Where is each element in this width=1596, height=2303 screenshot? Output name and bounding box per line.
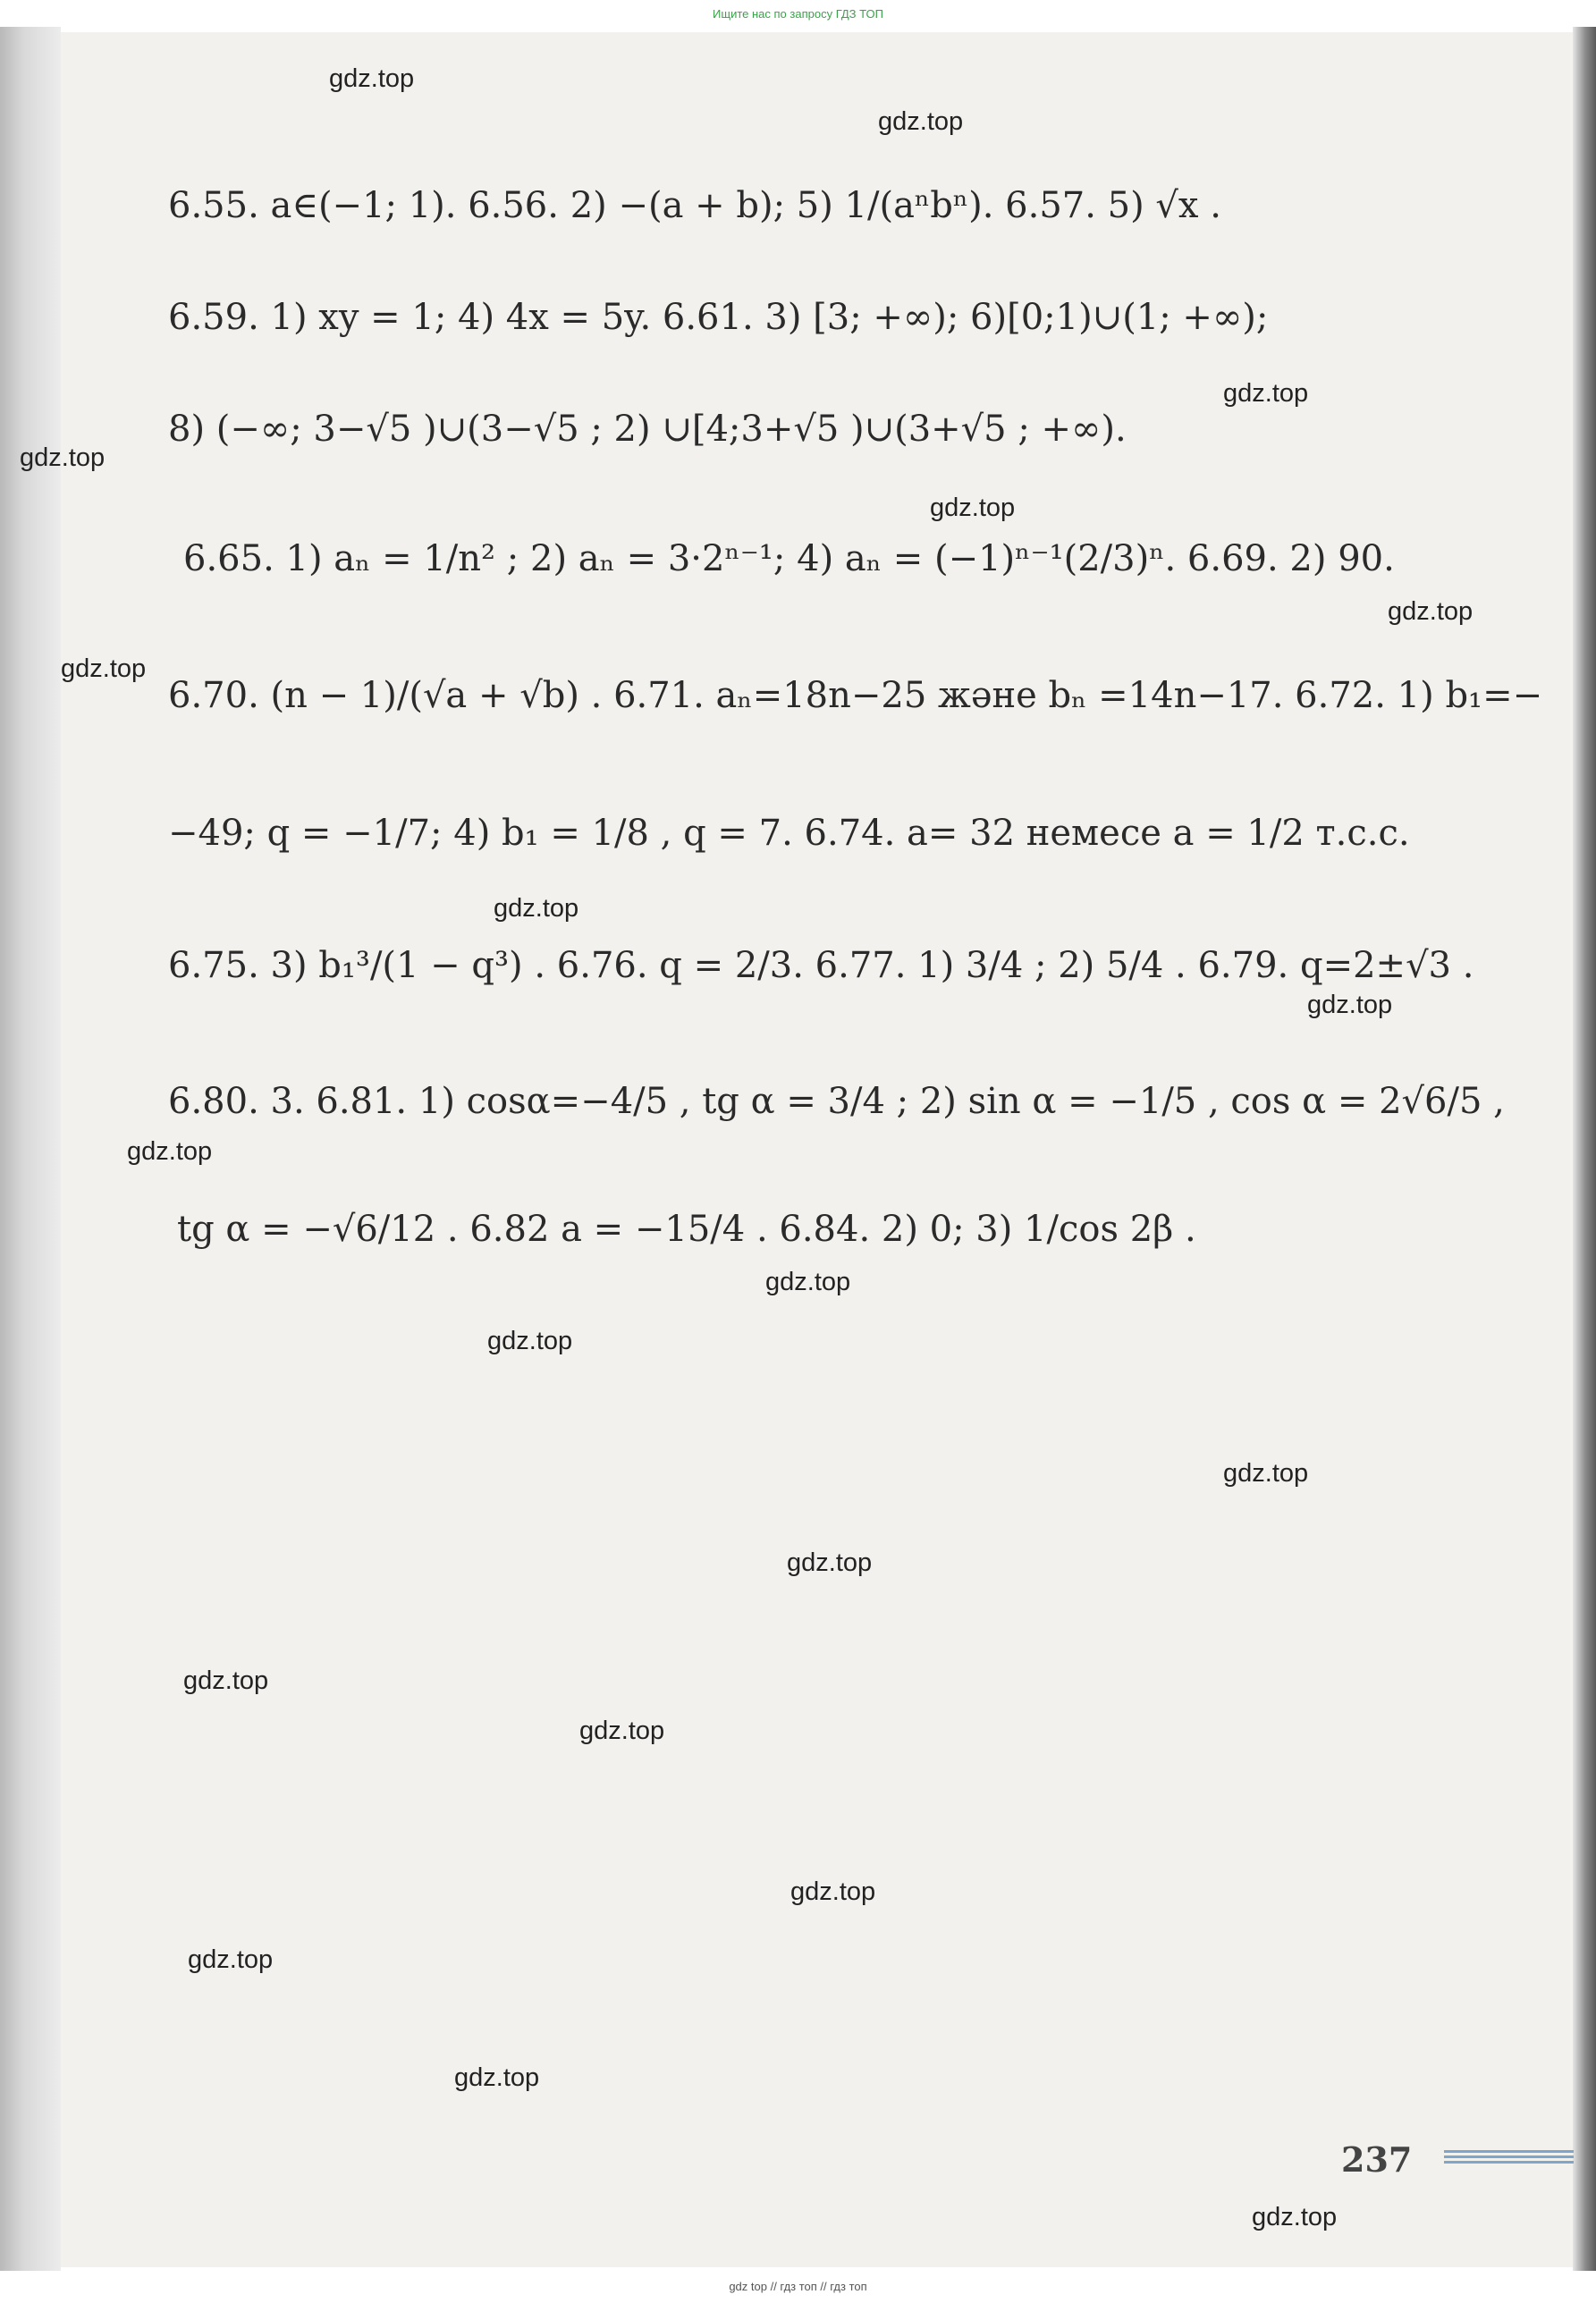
watermark: gdz.top <box>1388 597 1474 626</box>
answer-line-2: 6.59. 1) xy = 1; 4) 4x = 5y. 6.61. 3) [3; +∞); 6)[0;1)∪(1; +∞); <box>168 297 1269 338</box>
watermark: gdz.top <box>787 1548 873 1577</box>
watermark: gdz.top <box>61 654 147 683</box>
answer-line-5: 6.70. (n − 1)/(√a + √b) . 6.71. aₙ=18n−25 және bₙ =14n−17. 6.72. 1) b₁=− <box>168 675 1543 716</box>
answer-line-6: −49; q = −1/7; 4) b₁ = 1/8 , q = 7. 6.74. a= 32 немесе a = 1/2 т.с.с. <box>168 813 1410 854</box>
watermark: gdz.top <box>930 494 1016 522</box>
page-binding-right <box>1573 27 1596 2271</box>
answer-line-1: 6.55. a∈(−1; 1). 6.56. 2) −(a + b); 5) 1/(aⁿbⁿ). 6.57. 5) √x . <box>168 185 1221 226</box>
watermark: gdz.top <box>1307 991 1393 1019</box>
watermark: gdz.top <box>579 1717 665 1745</box>
page-number: 237 <box>1341 2139 1413 2180</box>
answer-line-9: tg α = −√6/12 . 6.82 a = −15/4 . 6.84. 2) 0; 3) 1/cos 2β . <box>177 1209 1196 1250</box>
watermark: gdz.top <box>487 1327 573 1355</box>
watermark: gdz.top <box>454 2063 540 2092</box>
watermark: gdz.top <box>1223 379 1309 408</box>
textbook-page <box>54 32 1574 2267</box>
watermark: gdz.top <box>1252 2203 1338 2231</box>
answer-line-4: 6.65. 1) aₙ = 1/n² ; 2) aₙ = 3·2ⁿ⁻¹; 4) aₙ = (−1)ⁿ⁻¹(2/3)ⁿ. 6.69. 2) 90. <box>183 538 1395 579</box>
watermark: gdz.top <box>188 1945 274 1974</box>
watermark: gdz.top <box>878 107 964 136</box>
watermark: gdz.top <box>20 443 106 472</box>
watermark: gdz.top <box>183 1666 269 1695</box>
top-banner: Ищите нас по запросу ГДЗ ТОП <box>713 7 883 21</box>
page-number-rule <box>1444 2150 1574 2166</box>
answer-line-3: 8) (−∞; 3−√5 )∪(3−√5 ; 2) ∪[4;3+√5 )∪(3+√5 ; +∞). <box>168 409 1127 450</box>
watermark: gdz.top <box>1223 1459 1309 1488</box>
page-binding-left <box>0 27 61 2271</box>
answer-line-8: 6.80. 3. 6.81. 1) cosα=−4/5 , tg α = 3/4 ; 2) sin α = −1/5 , cos α = 2√6/5 , <box>168 1081 1505 1122</box>
watermark: gdz.top <box>765 1268 851 1296</box>
bottom-banner: gdz top // гдз топ // гдз топ <box>729 2280 867 2293</box>
watermark: gdz.top <box>127 1137 213 1166</box>
watermark: gdz.top <box>494 894 579 923</box>
watermark: gdz.top <box>329 64 415 93</box>
answer-line-7: 6.75. 3) b₁³/(1 − q³) . 6.76. q = 2/3. 6.77. 1) 3/4 ; 2) 5/4 . 6.79. q=2±√3 . <box>168 945 1474 986</box>
watermark: gdz.top <box>790 1877 876 1906</box>
